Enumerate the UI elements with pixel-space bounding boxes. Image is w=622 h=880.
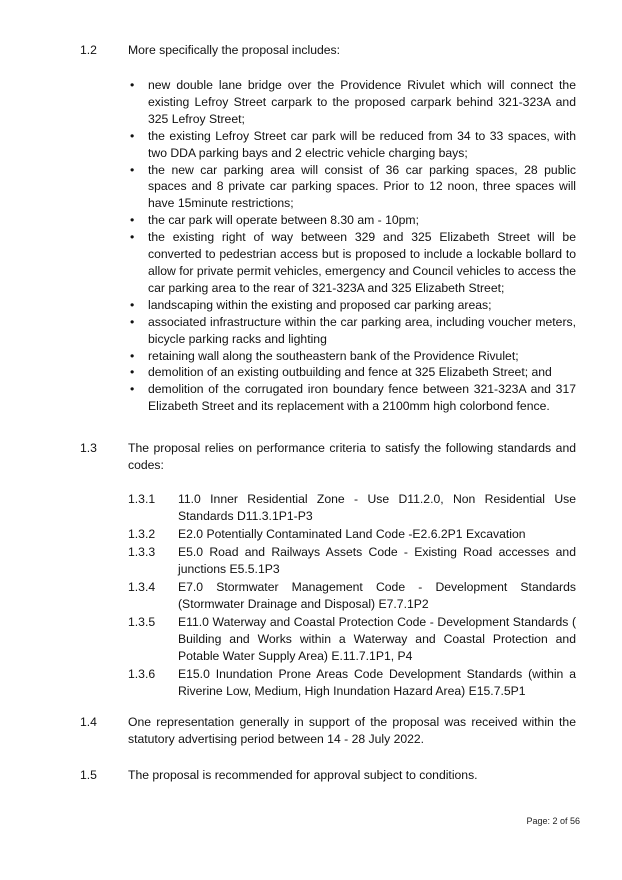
bullet-icon: • — [130, 230, 135, 245]
list-item — [128, 212, 576, 229]
item-number: 1.3.2 — [128, 527, 156, 541]
section-number: 1.4 — [80, 715, 97, 729]
standards-list — [128, 491, 576, 701]
item-number: 1.3.4 — [128, 580, 156, 594]
bullet-text: the existing Lefroy Street car park will be reduced from 34 to 33 spaces, with two DDA parking bays and 2 electric vehicle charging bays; — [148, 128, 576, 160]
bullet-icon: • — [130, 314, 135, 329]
bullet-icon: • — [130, 128, 135, 143]
section-1-3 — [80, 440, 576, 474]
item-text: 11.0 Inner Residential Zone - Use D11.2.0, Non Residential Use Standards D11.3.1P1-P3 — [178, 492, 576, 523]
list-item — [128, 297, 576, 314]
bullet-text: retaining wall along the southeastern bank of the Providence Rivulet; — [148, 348, 519, 363]
section-text: The proposal is recommended for approval subject to conditions. — [128, 768, 478, 782]
list-item — [128, 381, 576, 415]
list-item — [128, 348, 576, 365]
item-number: 1.3.3 — [128, 545, 156, 559]
bullet-text: landscaping within the existing and proposed car parking areas; — [148, 297, 492, 312]
list-item — [128, 491, 576, 525]
item-text: E15.0 Inundation Prone Areas Code Development Standards (within a Riverine Low, Medium, High Inundation Hazard Area) E15.7.5P1 — [178, 667, 576, 698]
list-item — [128, 666, 576, 700]
section-intro: More specifically the proposal includes: — [128, 43, 341, 57]
bullet-icon: • — [130, 382, 135, 397]
item-text: E2.0 Potentially Contaminated Land Code -E2.6.2P1 Excavation — [178, 527, 526, 541]
proposal-bullet-list — [128, 77, 576, 415]
section-1-4 — [80, 714, 576, 748]
section-text: The proposal relies on performance criteria to satisfy the following standards and codes: — [128, 441, 576, 473]
item-text: E7.0 Stormwater Management Code - Development Standards (Stormwater Drainage and Disposal) E7.7.1P2 — [178, 580, 576, 611]
list-item — [128, 229, 576, 297]
bullet-icon: • — [130, 365, 135, 380]
item-number: 1.3.1 — [128, 492, 156, 506]
list-item — [128, 162, 576, 213]
list-item — [128, 544, 576, 578]
item-text: E5.0 Road and Railways Assets Code - Existing Road accesses and junctions E5.5.1P3 — [178, 545, 576, 576]
bullet-icon: • — [130, 213, 135, 228]
list-item — [128, 128, 576, 162]
list-item — [128, 364, 576, 381]
list-item — [128, 614, 576, 665]
section-number: 1.5 — [80, 768, 97, 782]
bullet-text: the existing right of way between 329 and 325 Elizabeth Street will be converted to pedestrian access but is proposed to include a lockable bollard to allow for private permit vehicles, emergency and Council vehicles to access the car parking area to the rear of 321-323A and 325 Elizabeth Street; — [148, 230, 576, 295]
bullet-text: demolition of an existing outbuilding and fence at 325 Elizabeth Street; and — [148, 365, 552, 380]
bullet-icon: • — [130, 348, 135, 363]
bullet-text: demolition of the corrugated iron boundary fence between 321-323A and 317 Elizabeth Street and its replacement with a 2100mm high colorbond fence. — [148, 382, 576, 414]
list-item — [128, 526, 576, 543]
section-1-5 — [80, 767, 576, 784]
bullet-text: the new car parking area will consist of 36 car parking spaces, 28 public spaces and 8 private car parking spaces. Prior to 12 noon, three spaces will have 15minute restrictions; — [148, 162, 576, 211]
bullet-text: associated infrastructure within the car parking area, including voucher meters, bicycle parking racks and lighting — [148, 314, 576, 346]
section-number: 1.2 — [80, 43, 97, 57]
bullet-text: the car park will operate between 8.30 am - 10pm; — [148, 213, 419, 228]
item-number: 1.3.5 — [128, 615, 156, 629]
item-text: E11.0 Waterway and Coastal Protection Code - Development Standards ( Building and Works within a Waterway and Coastal Protection and Potable Water Supply Area) E.11.7.1P1, P4 — [178, 615, 576, 663]
list-item — [128, 314, 576, 348]
bullet-icon: • — [130, 297, 135, 312]
section-number: 1.3 — [80, 441, 97, 455]
section-1-2 — [80, 42, 576, 59]
list-item — [128, 77, 576, 128]
bullet-icon: • — [130, 78, 135, 92]
page-number: Page: 2 of 56 — [526, 816, 580, 826]
item-number: 1.3.6 — [128, 667, 156, 681]
bullet-icon: • — [130, 162, 135, 177]
section-text: One representation generally in support of the proposal was received within the statutory advertising period between 14 - 28 July 2022. — [128, 715, 576, 747]
list-item — [128, 579, 576, 613]
bullet-text: new double lane bridge over the Providence Rivulet which will connect the existing Lefroy Street carpark to the proposed carpark behind 321-323A and 325 Lefroy Street; — [148, 78, 576, 126]
